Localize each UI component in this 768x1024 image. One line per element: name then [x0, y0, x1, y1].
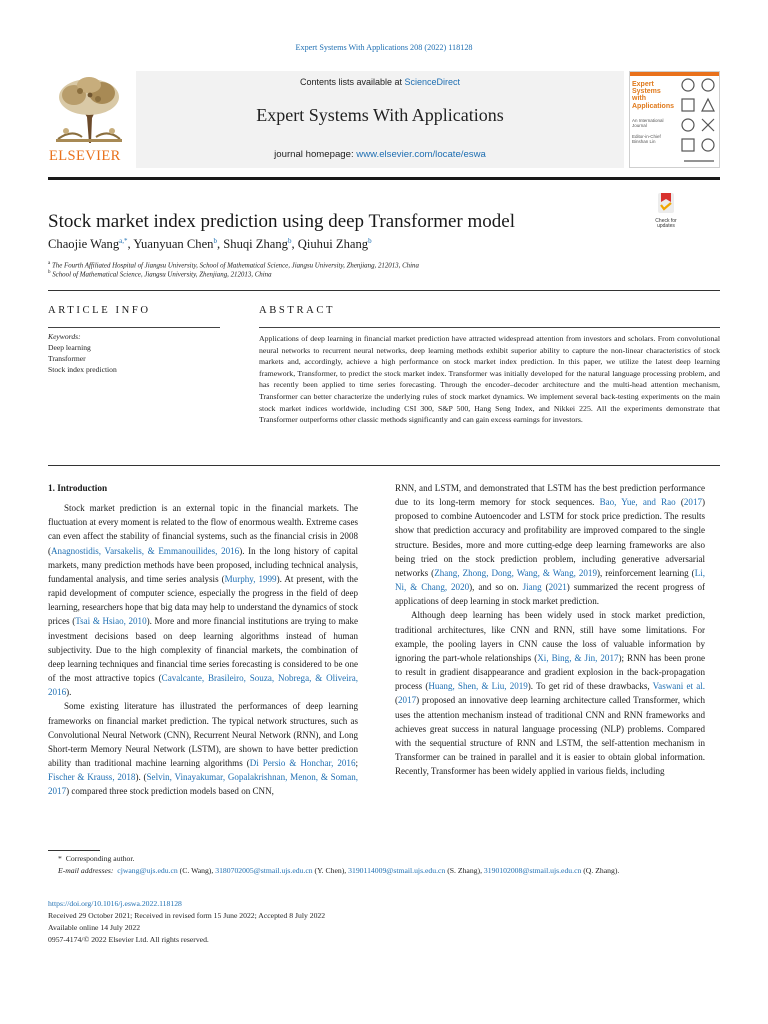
citation-link[interactable]: 2017 — [398, 695, 417, 706]
doi-line — [48, 898, 720, 909]
body-text-run: ). ( — [135, 772, 147, 783]
email-owner: (Q. Zhang). — [581, 866, 620, 875]
cover-subtitle-line: An International — [632, 118, 664, 123]
body-text-run: ). In the long history of capital markets, many prediction methods have been proposed, including technical analysis, fundamental analysis, and time series analysis ( — [48, 545, 359, 584]
keyword-item[interactable]: Deep learning — [48, 343, 91, 352]
email-link[interactable]: 3180702005@stmail.ujs.edu.cn — [215, 866, 313, 875]
email-addresses — [48, 865, 720, 876]
email-link[interactable]: 3190114009@stmail.ujs.edu.cn — [348, 866, 446, 875]
copyright-line: 0957-4174/© 2022 Elsevier Ltd. All rights reserved. — [48, 935, 209, 944]
journal-homepage-line — [136, 149, 624, 160]
journal-cover-thumbnail[interactable] — [629, 71, 720, 168]
author-name[interactable]: Qiuhui Zhang — [297, 237, 369, 252]
author-separator: , — [216, 237, 224, 252]
body-text-run: ) summarized the recent progress of applications of deep learning in stock market prediction. — [395, 582, 705, 607]
author-affiliation-mark[interactable]: b — [368, 237, 372, 245]
body-right-column — [395, 481, 705, 778]
elsevier-tree-icon — [52, 73, 126, 145]
body-paragraph — [395, 608, 705, 778]
keywords-block — [48, 331, 218, 375]
email-link[interactable]: cjwang@ujs.edu.cn — [117, 866, 178, 875]
citation-link[interactable]: Anagnostidis, Varsakelis, & Emmanouilides, 2016 — [51, 545, 240, 556]
citation-link[interactable]: Bao, Yue, and Rao — [599, 497, 676, 508]
body-text-run: ), and so on. — [469, 582, 523, 593]
citation-link[interactable]: Tsai & Hsiao, 2010 — [75, 616, 147, 627]
cover-title-line: Expert — [632, 81, 654, 88]
cover-editor-line: Binshan Lin — [632, 139, 656, 144]
body-text-run: ( — [675, 497, 684, 508]
author-separator: , — [291, 237, 298, 252]
author-name[interactable]: Yuanyuan Chen — [133, 237, 214, 252]
citation-link[interactable]: Zhang, Zhong, Dong, Wang, & Wang, 2019 — [434, 567, 597, 578]
article-info-rule — [48, 327, 220, 328]
abstract-rule — [259, 327, 720, 328]
keyword-item[interactable]: Stock index prediction — [48, 365, 117, 374]
affiliation-text: The Fourth Affiliated Hospital of Jiangsu University, School of Mathematical Science, Jiangsu University, Zhenjiang, 212013, China — [51, 262, 419, 270]
cover-diagram-icons — [678, 75, 720, 167]
contents-prefix: Contents lists available at — [299, 77, 405, 87]
crossmark-icon — [655, 192, 677, 214]
footnote-rule — [48, 850, 100, 851]
elsevier-logo[interactable] — [48, 71, 130, 168]
body-text-run: ) proposed to combine Autoencoder and LSTM for stock price prediction. The results show that prediction accuracy and profitability are improved compared to the single structure. Besides, more and more cutting-edge deep learning frameworks are also being tried on the stock prediction problem, including generative adversarial networks ( — [395, 497, 705, 578]
article-title: Stock market index prediction using deep Transformer model — [48, 211, 515, 232]
cover-title-line: Applications — [632, 102, 675, 110]
body-text-run: RNN, and LSTM, and demonstrated that LSTM has the best prediction performance due to its long-term memory for stock sequences. — [395, 483, 705, 508]
article-info-heading: ARTICLE INFO — [48, 305, 151, 316]
body-text-run: ) proposed an innovative deep learning architecture called Transformer, which uses the attention mechanism instead of traditional CNN and RNN frameworks and achieves great success in natural language processing (NLP) problems. Compared with the sequential structure of RNN and LSTM, the self-attention mechanism in Transformer can be trained in parallel and it is easier to obtain global information. Recently, Transformer has been widely applied in various fields, including — [395, 695, 705, 777]
header-rule — [48, 177, 720, 180]
citation-link[interactable]: Fischer & Krauss, 2018 — [48, 772, 136, 783]
check-updates-line1: Check for — [655, 218, 677, 224]
email-owner: (Y. Chen), — [312, 866, 349, 875]
body-text-run: Some existing literature has illustrated the performances of deep learning frameworks on financial market prediction. The typical network structures, such as Convolutional Neural Network (CNN), Recurrent Neural Network (RNN), and Long Short-term Memory Neural Network (LSTM), are shown to have better prediction ability than traditional machine learning algorithms ( — [48, 701, 358, 768]
body-text-run: Although deep learning has been widely used in stock market prediction, traditional architectures, like CNN and RNN, still have some limitations. For example, the pooling layers in CNN cause the loss of valuable information by ignoring the part-whole relationships ( — [395, 610, 705, 663]
author-affiliation-mark[interactable]: b — [213, 237, 217, 245]
check-for-updates-badge[interactable] — [648, 192, 684, 230]
cover-subtitle — [632, 118, 672, 144]
affiliation-text: School of Mathematical Science, Jiangsu University, Zhenjiang, 212013, China — [52, 271, 272, 279]
keywords-label: Keywords: — [48, 332, 81, 341]
citation-link[interactable]: 2017 — [683, 497, 702, 508]
abstract-text: Applications of deep learning in financial market prediction have attracted widespread attention from investors and scholars. From convolutional neural networks to recurrent neural networks, deep learning methods exhibit superior ability to capture the non-linear characteristics of stock markets and, accordingly, achieve a high performance on stock market index prediction. In this paper, we utilize the latest deep learning framework, Transformer, to predict the stock market index. Transformer was initially developed for the natural language processing problem, and has recently been applied to time series forecasting. Through the encoder–decoder architecture and the multi-head attention mechanism, Transformer can better characterize the underlying rules of stock market dynamics. We implement several back-testing experiments on the main stock market indices worldwide, including CSI 300, S&P 500, Hang Seng Index, and Nikkei 225. All the experiments demonstrate that Transformer outperforms other classic methods significantly and can gain excess earnings for investors. — [259, 334, 720, 425]
author-affiliation-mark[interactable]: b — [287, 237, 292, 245]
sciencedirect-link[interactable]: ScienceDirect — [404, 77, 461, 87]
abstract-heading: ABSTRACT — [259, 305, 336, 316]
body-text-run: ( — [541, 582, 549, 593]
affiliation-mark: b — [48, 270, 51, 275]
body-text-run: ; — [355, 757, 358, 768]
citation-link[interactable]: Xi, Bing, & Jin, 2017 — [537, 652, 619, 663]
cover-title — [632, 81, 675, 110]
body-text-run: ); RNN has been prone to result in gradient disappearance and gradient explosion in the back-propagation process ( — [395, 652, 705, 692]
author-affiliation-mark[interactable]: a,* — [119, 237, 128, 245]
author-name[interactable]: Shuqi Zhang — [223, 237, 288, 252]
corresponding-author-note — [58, 853, 718, 864]
author-separator: , — [127, 237, 134, 252]
citation-link[interactable]: Huang, Shen, & Liu, 2019 — [428, 681, 528, 692]
author-name[interactable]: Chaojie Wang — [48, 237, 120, 252]
body-text-run: ), reinforcement learning ( — [596, 567, 695, 578]
affiliation-a — [48, 261, 419, 269]
body-text-run: ) compared three stock prediction models based on CNN, — [66, 786, 274, 797]
available-online: Available online 14 July 2022 — [48, 923, 141, 932]
abstract-end-rule — [48, 465, 720, 466]
contents-line — [136, 77, 624, 87]
body-text-run: ). To get rid of these drawbacks, — [527, 681, 653, 692]
body-text-run: ). More and more financial institutions are trying to make investment decisions based on deep learning algorithms instead of human subjectivity. Due to the high complexity of financial markets, the combination of deep learning techniques and financial time series forecasting is considered to be one of the most attractive topics ( — [48, 616, 358, 684]
journal-title: Expert Systems With Applications — [256, 105, 504, 125]
body-text-run: ( — [395, 695, 399, 706]
footnote-mark: * — [58, 854, 62, 863]
citation-link[interactable]: Jiang — [522, 582, 542, 593]
cover-subtitle-line: Journal — [632, 123, 647, 128]
cover-editor-line: Editor-in-Chief — [632, 134, 661, 139]
affiliation-b — [48, 270, 272, 278]
homepage-prefix: journal homepage: — [274, 149, 357, 160]
citation-link[interactable]: 2021 — [548, 582, 567, 593]
citation-link[interactable]: Selvin, Vinayakumar, Gopalakrishnan, Menon, & Soman, 2017 — [48, 772, 359, 797]
citation-link[interactable]: Li, Ni, & Chang, 2020 — [395, 567, 705, 593]
body-left-column — [48, 481, 358, 798]
email-label: E-mail addresses: — [58, 866, 114, 875]
body-text-run: Stock market prediction is an external topic in the financial markets. The fluctuation at every moment is related to the flow of enormous wealth. Extreme cases can even affect the stability of financial systems, such as the financial crisis in 2008 ( — [48, 503, 358, 556]
metadata-rule — [48, 290, 720, 291]
keyword-item[interactable]: Transformer — [48, 354, 86, 363]
journal-title-box — [136, 71, 624, 168]
section-heading: 1. Introduction — [48, 483, 108, 493]
body-text-run: ). — [66, 687, 72, 698]
author-list — [48, 237, 372, 252]
corresponding-author-text: Corresponding author. — [65, 854, 135, 863]
body-paragraph — [48, 501, 358, 699]
running-head-link[interactable]: Expert Systems With Applications 208 (2022) 118128 — [295, 43, 473, 52]
body-text-run: ). At present, with the rapid development of computer science, especially the progress in the field of deep learning, researchers hope that big data may help to understand the dynamics of stock prices ( — [48, 573, 359, 627]
doi-link[interactable]: https://doi.org/10.1016/j.eswa.2022.118128 — [48, 899, 182, 908]
affiliation-mark: a — [48, 261, 51, 266]
cover-title-line: with — [632, 95, 646, 103]
body-paragraph — [395, 481, 705, 608]
received-dates: Received 29 October 2021; Received in revised form 15 June 2022; Accepted 8 July 2022 — [48, 911, 326, 920]
citation-link[interactable]: Vaswani et al. — [652, 681, 706, 692]
journal-homepage-link[interactable]: www.elsevier.com/locate/eswa — [356, 149, 486, 160]
cover-title-line: Systems — [632, 88, 661, 96]
elsevier-wordmark: ELSEVIER — [49, 148, 121, 164]
email-owner: (C. Wang), — [177, 866, 216, 875]
check-updates-line2: updates — [657, 223, 675, 230]
citation-link[interactable]: Di Persio & Honchar, 2016 — [249, 757, 356, 768]
journal-header — [48, 71, 720, 168]
body-paragraph — [48, 699, 358, 798]
citation-link[interactable]: Cavalcante, Brasileiro, Souza, Nobrega, & Oliveira, 2016 — [48, 673, 358, 698]
citation-link[interactable]: Murphy, 1999 — [224, 573, 277, 584]
email-link[interactable]: 3190102008@stmail.ujs.edu.cn — [483, 866, 582, 875]
email-owner: (S. Zhang), — [445, 866, 482, 875]
